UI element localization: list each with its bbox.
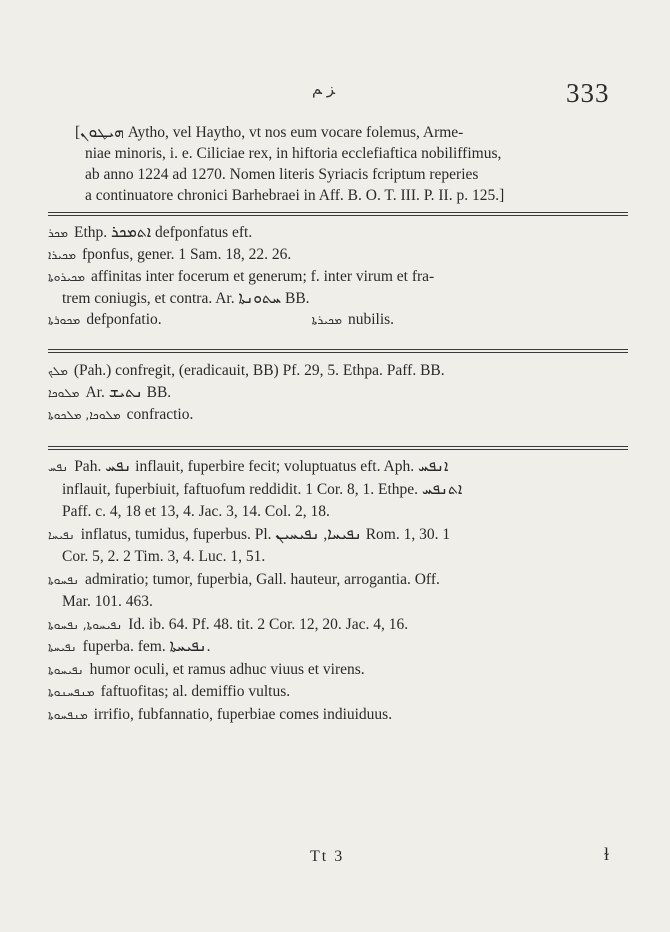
- syriac-headword: ܡܠܘܟܐ: [48, 386, 80, 400]
- entry-line: [48, 382, 628, 404]
- entry-text: fuperba. fem. ܢܦܝܚܬܐ.: [82, 638, 211, 655]
- syriac-headword: ܡܢܦܚܢܘܬܐ: [48, 685, 95, 699]
- entry-continuation: [48, 546, 628, 569]
- footer-mark: ɫ: [604, 844, 610, 864]
- intro-line: ab anno 1224 ad 1270. Nomen literis Syriacis fcriptum reperies: [85, 166, 479, 183]
- syriac-headword: ܡܠܘܟܐ, ܡܠܟܘܬܐ: [48, 408, 121, 422]
- page-number: 333: [566, 78, 610, 108]
- section-mkr: [48, 222, 628, 331]
- syriac-headword-2: ܡܟܝܪܬܐ: [311, 313, 342, 327]
- entry-text: irrifio, fubfannatio, fuperbiae comes indiuiduus.: [93, 705, 393, 723]
- intro-paragraph: [75, 122, 610, 206]
- syriac-headword: ܢܦܝܚܐ: [48, 527, 75, 542]
- entry-text: Id. ib. 64. Pf. 48. tit. 2 Cor. 12, 20. Jac. 4, 16.: [128, 615, 409, 633]
- entry-continuation: [48, 501, 628, 524]
- entry-continuation: [48, 591, 628, 614]
- syriac-headword: ܡܠܟ: [48, 364, 68, 378]
- entry-text: inflatus, tumidus, fuperbus. Pl. ܢܦܝܚܐ, ܢܦܝܚܝܢ Rom. 1, 30. 1: [80, 525, 451, 543]
- entry-text: affinitas inter focerum et generum; f. inter virum et fra-: [91, 268, 435, 285]
- section-divider: [48, 446, 628, 450]
- entry-line: [48, 636, 628, 659]
- syriac-headword: ܡܢܦܚܘܬܐ: [48, 707, 88, 722]
- entry-continuation: [48, 479, 628, 502]
- syriac-headword: ܢܦܝܚܬܐ: [48, 640, 77, 654]
- syriac-headword: ܢܦܝܚܘܬܐ, ܢܦܚܘܬܐ: [48, 617, 123, 632]
- entry-line: [48, 659, 628, 682]
- entry-text: confractio.: [126, 406, 194, 423]
- entry-text: Cor. 5, 2. 2 Tim. 3, 4. Luc. 1, 51.: [62, 548, 266, 565]
- signature-mark: Tt 3: [310, 848, 345, 865]
- entry-continuation: [48, 288, 628, 309]
- entry-line: [48, 404, 628, 426]
- intro-line: a continuatore chronici Barhebraei in Aff. B. O. T. III. P. II. p. 125.]: [85, 187, 505, 204]
- entry-text: faftuofitas; al. demiffio vultus.: [100, 683, 291, 700]
- entry-text: Pah. ܢܦܚ inflauit, fuperbire fecit; voluptuatus eft. Aph. ܐܢܦܚ: [74, 458, 449, 475]
- syriac-headword: ܡܟܪ: [48, 226, 68, 240]
- entry-line: [48, 360, 628, 382]
- entry-line: [48, 456, 628, 479]
- entry-text: inflauit, fuperbiuit, faftuofum reddidit. 1 Cor. 8, 1. Ethpe. ܐܬܢܦܚ: [62, 480, 463, 498]
- section-divider: [48, 349, 628, 353]
- entry-text: Ar. ܢܬܝܫ BB.: [85, 384, 172, 401]
- syriac-headword: ܢܦܚ: [48, 460, 69, 474]
- entry-text: defponfatio.: [86, 311, 162, 328]
- entry-line: [48, 524, 628, 547]
- entry-text: Ethp. ܐܬܡܟܪ defponfatus eft.: [73, 224, 253, 241]
- entry-line: [48, 569, 628, 592]
- entry-line: [48, 681, 628, 704]
- entry-line: [48, 704, 628, 727]
- entry-text: (Pah.) confregit, (eradicauit, BB) Pf. 29, 5. Ethpa. Paff. BB.: [73, 362, 445, 379]
- intro-line: niae minoris, i. e. Ciliciae rex, in hiftoria ecclefiaftica nobiliffimus,: [85, 145, 502, 162]
- entry-text: humor oculi, et ramus adhuc viuus et virens.: [89, 660, 365, 678]
- syriac-headword: ܢܦܚܘܬܐ: [48, 572, 79, 587]
- entry-text: Mar. 101. 463.: [62, 593, 153, 610]
- section-mlk: [48, 360, 628, 426]
- entry-line: [48, 614, 628, 637]
- entry-text-2: nubilis.: [347, 311, 395, 328]
- entry-text: fponfus, gener. 1 Sam. 18, 22. 26.: [81, 246, 292, 263]
- entry-line: [48, 309, 628, 331]
- syriac-headword: ܡܟܝܪܐ: [48, 248, 76, 262]
- running-head-letters: ﺰ ﻢ: [312, 80, 336, 98]
- section-divider: [48, 212, 628, 216]
- entry-text: trem coniugis, et contra. Ar. ܚܬܘܢܬܐ BB.: [62, 290, 310, 307]
- syriac-headword: ܡܟܝܪܘܬܐ: [48, 270, 86, 284]
- syriac-headword: ܡܟܘܪܬܐ: [48, 313, 81, 327]
- entry-line: [48, 266, 628, 288]
- entry-text: admiratio; tumor, fuperbia, Gall. hauteur, arrogantia. Off.: [85, 570, 440, 588]
- entry-line: [48, 222, 628, 244]
- section-nph: [48, 456, 628, 726]
- entry-line: [48, 244, 628, 266]
- entry-text: Paff. c. 4, 18 et 13, 4. Jac. 3, 14. Col. 2, 18.: [62, 503, 330, 520]
- syriac-headword: ܢܦܝܚܘܬܐ: [48, 662, 84, 677]
- intro-line: [ܗܝܛܘܢ Aytho, vel Haytho, vt nos eum vocare folemus, Arme-: [75, 124, 464, 141]
